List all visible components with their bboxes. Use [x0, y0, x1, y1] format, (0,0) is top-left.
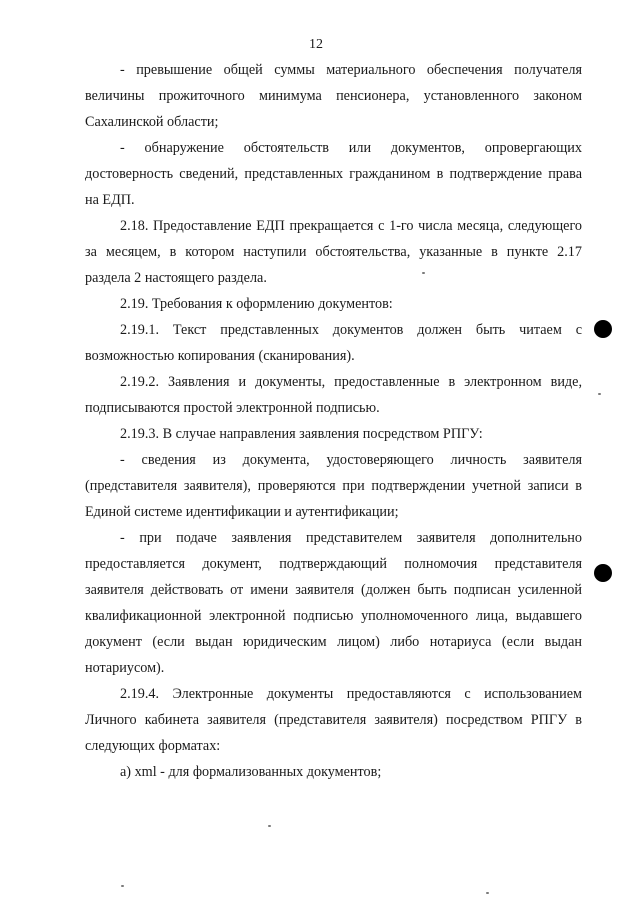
scan-speck	[598, 393, 601, 395]
paragraph-2-18: 2.18. Предоставление ЕДП прекращается с 1-го числа месяца, следующего за месяцем, в котором наступили обстоятельства, указанные в пункте 2.17 раздела 2 настоящего раздела.	[85, 218, 582, 286]
paragraph-2-19-1: 2.19.1. Текст представленных документов должен быть читаем с возможностью копирования (сканирования).	[85, 322, 582, 364]
scan-speck	[486, 892, 489, 894]
paragraph-representative-document: - при подаче заявления представителем заявителя дополнительно предоставляется документ, подтверждающий полномочия представителя заявителя действовать от имени заявителя (должен быть подписан усиленной квалификационной электронной подписью уполномоченного лица, выдавшего документ (если выдан юридическим лицом) либо нотариуса (если выдан нотариусом).	[85, 530, 582, 676]
paragraph-xml-format: а) xml - для формализованных документов;	[120, 764, 382, 780]
paragraph-identity-check: - сведения из документа, удостоверяющего личность заявителя (представителя заявителя), проверяются при подтверждении учетной записи в Единой системе идентификации и аутентификации;	[85, 452, 582, 520]
punch-hole-icon	[594, 320, 612, 338]
paragraph-2-19-4: 2.19.4. Электронные документы предоставляются с использованием Личного кабинета заявителя (представителя заявителя) посредством РПГУ в следующих форматах:	[85, 686, 582, 754]
document-body	[85, 57, 582, 785]
paragraph-falsified-documents: - обнаружение обстоятельств или документов, опровергающих достоверность сведений, представленных гражданином в подтверждение права на ЕДП.	[85, 140, 582, 208]
paragraph-2-19: 2.19. Требования к оформлению документов:	[120, 296, 393, 312]
punch-hole-icon	[594, 564, 612, 582]
paragraph-income-excess: - превышение общей суммы материального обеспечения получателя величины прожиточного минимума пенсионера, установленного законом Сахалинской области;	[85, 62, 582, 130]
page-number: 12	[309, 37, 323, 52]
scan-speck	[268, 825, 271, 827]
paragraph-2-19-3: 2.19.3. В случае направления заявления посредством РПГУ:	[120, 426, 483, 442]
scan-speck	[121, 885, 124, 887]
paragraph-2-19-2: 2.19.2. Заявления и документы, предоставленные в электронном виде, подписываются простой электронной подписью.	[85, 374, 582, 416]
scan-speck	[422, 272, 425, 274]
